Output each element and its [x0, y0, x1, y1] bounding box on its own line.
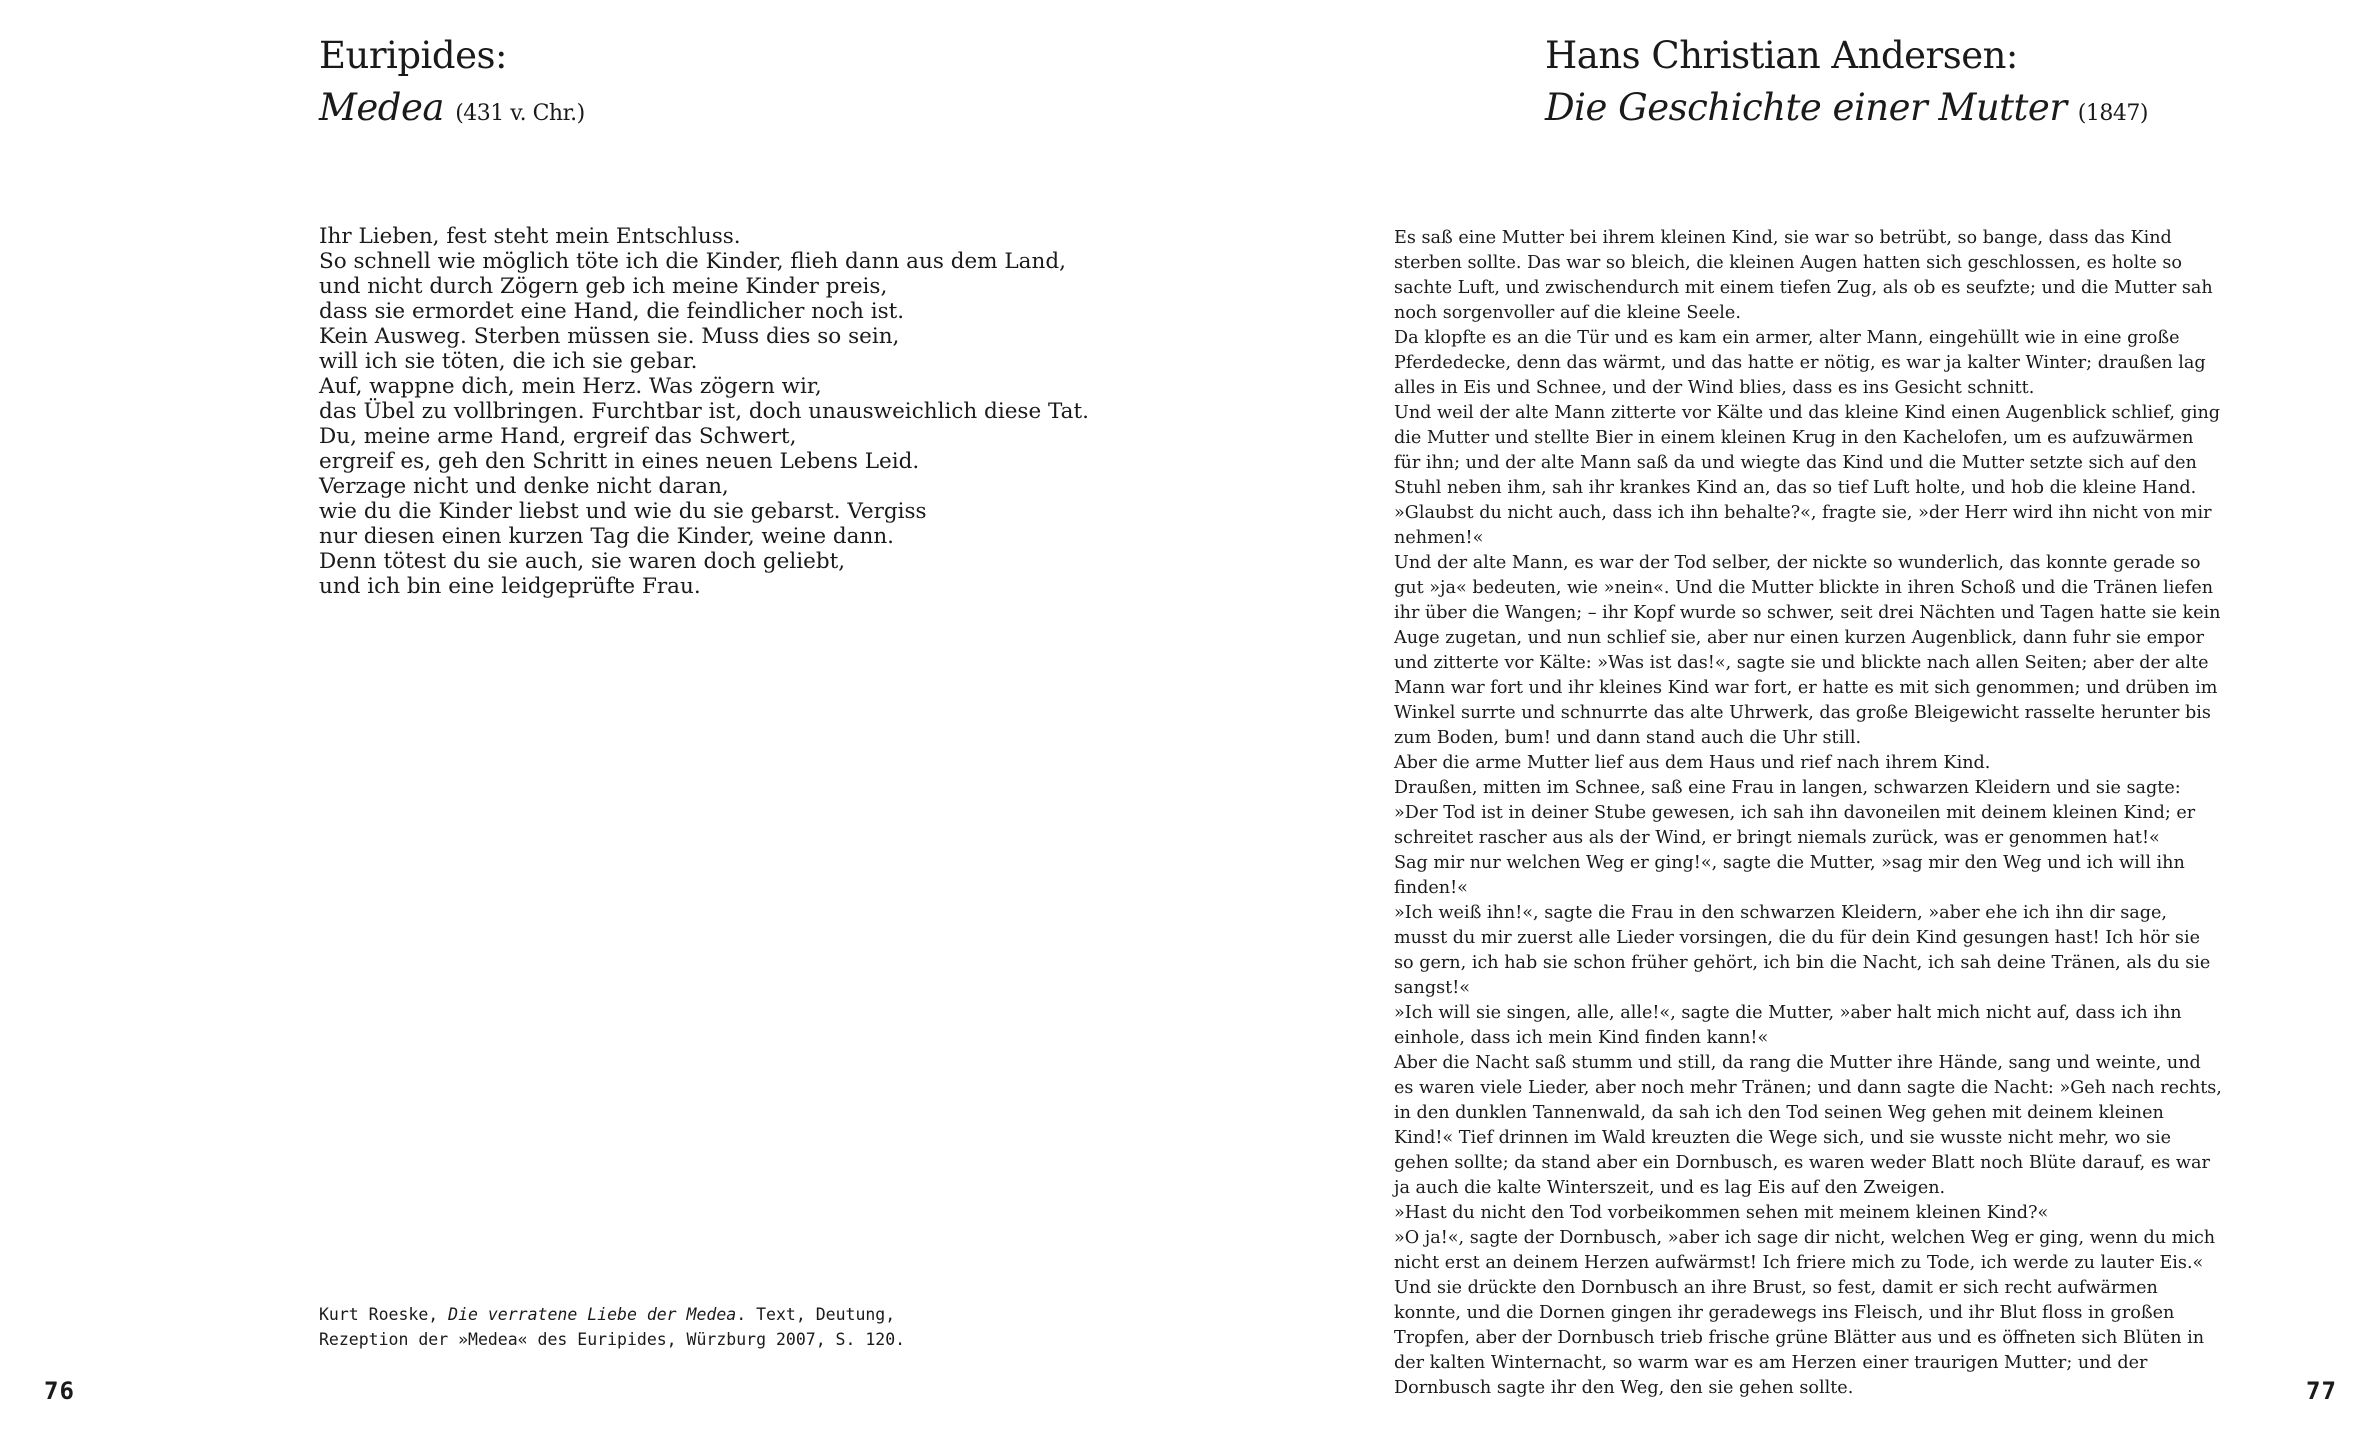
poem	[319, 224, 1089, 599]
poem-line: wie du die Kinder liebst und wie du sie gebarst. Vergiss	[319, 499, 927, 524]
story-paragraph: Da klopfte es an die Tür und es kam ein armer, alter Mann, eingehüllt wie in eine große Pferdedecke, denn das wärmt, und das hatte er nötig, es war ja kalter Winter; draußen lag alles in Eis und Schnee, und der Wind blies, dass es ins Gesicht schnitt.	[1394, 328, 2206, 398]
citation-line-2: Rezeption der »Medea« des Euripides, Würzburg 2007, S. 120.	[319, 1330, 906, 1349]
left-work-title: Medea	[319, 86, 444, 129]
story-paragraph: Und weil der alte Mann zitterte vor Kälte und das kleine Kind einen Augenblick schlief, ging die Mutter und stellte Bier in einem kleinen Krug in den Kachelofen, um es aufzuwärmen für ihn; und der alte Mann saß da und wiegte das Kind und die Mutter setzte sich auf den Stuhl neben ihm, sah ihr krankes Kind an, das so tief Luft holte, und hob die kleine Hand.	[1394, 403, 2221, 498]
poem-line: nur diesen einen kurzen Tag die Kinder, weine dann.	[319, 524, 894, 549]
poem-line: Verzage nicht und denke nicht daran,	[319, 474, 729, 499]
poem-line: Kein Ausweg. Sterben müssen sie. Muss dies so sein,	[319, 324, 900, 349]
story-text	[1394, 226, 2224, 1401]
left-page	[0, 0, 1188, 1445]
story-paragraph: Aber die arme Mutter lief aus dem Haus und rief nach ihrem Kind.	[1394, 753, 1991, 773]
poem-line: dass sie ermordet eine Hand, die feindlicher noch ist.	[319, 299, 905, 324]
citation-rest: . Text, Deutung,	[736, 1305, 896, 1324]
right-heading	[1545, 30, 2148, 140]
poem-line: und nicht durch Zögern geb ich meine Kinder preis,	[319, 274, 888, 299]
citation-line-1	[319, 1302, 905, 1327]
poem-line: ergreif es, geh den Schritt in eines neuen Lebens Leid.	[319, 449, 920, 474]
story-paragraph: Und der alte Mann, es war der Tod selber, der nickte so wunderlich, das konnte gerade so gut »ja« bedeuten, wie »nein«. Und die Mutter blickte in ihren Schoß und die Tränen liefen ihr über die Wangen; – ihr Kopf wurde so schwer, seit drei Nächten und Tagen hatte sie kein Auge zugetan, und nun schlief sie, aber nur einen kurzen Augenblick, dann fuhr sie empor und zitterte vor Kälte: »Was ist das!«, sagte sie und blickte nach allen Seiten; aber der alte Mann war fort und ihr kleines Kind war fort, er hatte es mit sich genommen; und drüben im Winkel surrte und schnurrte das alte Uhrwerk, das große Bleigewicht rasselte herunter bis zum Boden, bum! und dann stand auch die Uhr still.	[1394, 553, 2221, 748]
poem-line: So schnell wie möglich töte ich die Kinder, flieh dann aus dem Land,	[319, 249, 1066, 274]
story-paragraph: Sag mir nur welchen Weg er ging!«, sagte die Mutter, »sag mir den Weg und ich will ihn finden!«	[1394, 853, 2185, 898]
right-work-year: (1847)	[2077, 101, 2148, 126]
citation	[319, 1302, 905, 1352]
page-number-right: 77	[2306, 1377, 2337, 1405]
poem-line: Denn tötest du sie auch, sie waren doch geliebt,	[319, 549, 846, 574]
left-heading	[319, 30, 585, 140]
story-paragraph: Aber die Nacht saß stumm und still, da rang die Mutter ihre Hände, sang und weinte, und es waren viele Lieder, aber noch mehr Tränen; und dann sagte die Nacht: »Geh nach rechts, in den dunklen Tannenwald, da sah ich den Tod seinen Weg gehen mit deinem kleinen Kind!« Tief drinnen im Wald kreuzten die Wege sich, und sie wusste nicht mehr, wo sie gehen sollte; da stand aber ein Dornbusch, es waren weder Blatt noch Blüte darauf, es war ja auch die kalte Winterszeit, und es lag Eis auf den Zweigen.	[1394, 1053, 2222, 1198]
poem-line: und ich bin eine leidgeprüfte Frau.	[319, 574, 701, 599]
poem-line: Ihr Lieben, fest steht mein Entschluss.	[319, 224, 741, 249]
story-paragraph: »O ja!«, sagte der Dornbusch, »aber ich sage dir nicht, welchen Weg er ging, wenn du mich nicht erst an deinem Herzen aufwärmst! Ich friere mich zu Tode, ich werde zu lauter Eis.« Und sie drückte den Dornbusch an ihre Brust, so fest, damit er sich recht aufwärmen konnte, und die Dornen gingen ihr geradewegs ins Fleisch, und ihr Blut floss in großen Tropfen, aber der Dornbusch trieb frische grüne Blätter aus und es öffneten sich Blüten in der kalten Winternacht, so warm war es am Herzen einer traurigen Mutter; und der Dornbusch sagte ihr den Weg, den sie gehen sollte.	[1394, 1228, 2216, 1398]
page-number-left: 76	[44, 1377, 75, 1405]
story-paragraph: Draußen, mitten im Schnee, saß eine Frau in langen, schwarzen Kleidern und sie sagte: »Der Tod ist in deiner Stube gewesen, ich sah ihn davoneilen mit deinem kleinen Kind; er schreitet rascher aus als der Wind, er bringt niemals zurück, was er genommen hat!«	[1394, 778, 2196, 848]
poem-line: will ich sie töten, die ich sie gebar.	[319, 349, 698, 374]
right-work-line	[1545, 82, 2148, 140]
story-paragraph: »Hast du nicht den Tod vorbeikommen sehen mit meinem kleinen Kind?«	[1394, 1203, 2049, 1223]
poem-line: das Übel zu vollbringen. Furchtbar ist, doch unausweichlich diese Tat.	[319, 399, 1089, 424]
story-paragraph: »Ich will sie singen, alle, alle!«, sagte die Mutter, »aber halt mich nicht auf, dass ich ihn einhole, dass ich mein Kind finden kann!«	[1394, 1003, 2182, 1048]
poem-line: Auf, wappne dich, mein Herz. Was zögern wir,	[319, 374, 822, 399]
right-page	[1188, 0, 2377, 1445]
right-author: Hans Christian Andersen:	[1545, 34, 2018, 77]
story-paragraph: Es saß eine Mutter bei ihrem kleinen Kind, sie war so betrübt, so bange, dass das Kind sterben sollte. Das war so bleich, die kleinen Augen hatten sich geschlossen, es holte so sachte Luft, und zwischendurch mit einem tiefen Zug, als ob es seufzte; und die Mutter sah noch sorgenvoller auf die kleine Seele.	[1394, 228, 2213, 323]
poem-line: Du, meine arme Hand, ergreif das Schwert,	[319, 424, 797, 449]
left-work-year: (431 v. Chr.)	[455, 101, 585, 126]
story-paragraph: »Glaubst du nicht auch, dass ich ihn behalte?«, fragte sie, »der Herr wird ihn nicht von mir nehmen!«	[1394, 503, 2212, 548]
story-paragraph: »Ich weiß ihn!«, sagte die Frau in den schwarzen Kleidern, »aber ehe ich ihn dir sage, musst du mir zuerst alle Lieder vorsingen, die du für dein Kind gesungen hast! Ich hör sie so gern, ich hab sie schon früher gehört, ich bin die Nacht, ich sah deine Tränen, als du sie sangst!«	[1394, 903, 2211, 998]
citation-author: Kurt Roeske,	[319, 1305, 449, 1324]
left-author: Euripides:	[319, 34, 507, 77]
right-work-title: Die Geschichte einer Mutter	[1545, 86, 2067, 129]
left-work-line	[319, 82, 585, 140]
citation-title: Die verratene Liebe der Medea	[448, 1305, 737, 1324]
